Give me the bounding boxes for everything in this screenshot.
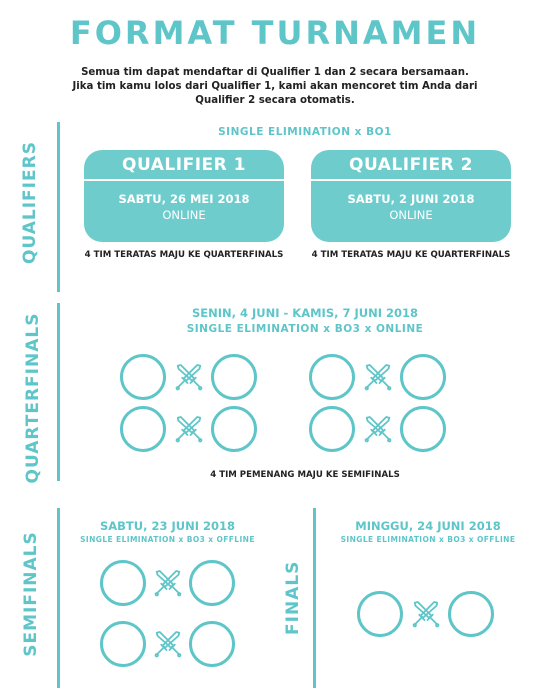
- intro-line-3: Qualifier 2 secara otomatis.: [195, 95, 355, 106]
- qf-match-1-team-slot-a: [120, 354, 166, 400]
- quarterfinals-format: SINGLE ELIMINATION x BO3 x ONLINE: [186, 323, 424, 335]
- qf-match-1-team-slot-b: [211, 354, 257, 400]
- finals-date: MINGGU, 24 JUNI 2018: [355, 519, 501, 533]
- quarterfinals-date: SENIN, 4 JUNI - KAMIS, 7 JUNI 2018: [191, 306, 419, 320]
- qualifiers-label: QUALIFIERS: [20, 141, 40, 264]
- page-title: FORMAT TURNAMEN: [69, 14, 481, 52]
- qf-match-3-team-slot-a: [309, 354, 355, 400]
- qf-match-3-team-slot-b: [400, 354, 446, 400]
- qualifiers-format: SINGLE ELIMINATION x BO1: [218, 126, 392, 138]
- final-match-team-slot-a: [357, 591, 403, 637]
- crossed-swords-icon: [174, 414, 204, 448]
- quarterfinals-label: QUARTERFINALS: [23, 312, 43, 484]
- crossed-swords-icon: [174, 362, 204, 396]
- qualifier-2-mode: ONLINE: [389, 208, 433, 222]
- semifinals-label: SEMIFINALS: [21, 531, 41, 657]
- intro-line-1: Semua tim dapat mendaftar di Qualifier 1 dan 2 secara bersamaan.: [81, 67, 469, 78]
- sf-match-1-team-slot-b: [189, 560, 235, 606]
- semifinals-format: SINGLE ELIMINATION x BO3 x OFFLINE: [80, 535, 255, 544]
- qualifier-1-mode: ONLINE: [162, 208, 206, 222]
- crossed-swords-icon: [363, 414, 393, 448]
- qualifier-1-date: SABTU, 26 MEI 2018: [118, 192, 250, 206]
- finals-divider: [313, 508, 316, 688]
- qualifier-1-card: [84, 150, 284, 242]
- sf-match-1-team-slot-a: [100, 560, 146, 606]
- qf-match-2-team-slot-a: [120, 406, 166, 452]
- qualifier-2-card: [311, 150, 511, 242]
- crossed-swords-icon: [363, 362, 393, 396]
- qualifier-1-note: 4 TIM TERATAS MAJU KE QUARTERFINALS: [84, 250, 284, 260]
- qualifiers-divider: [57, 122, 60, 292]
- qf-match-4-team-slot-a: [309, 406, 355, 452]
- qualifier-2-note: 4 TIM TERATAS MAJU KE QUARTERFINALS: [311, 250, 511, 260]
- qualifier-1-title: QUALIFIER 1: [122, 155, 246, 175]
- semifinals-date: SABTU, 23 JUNI 2018: [99, 519, 236, 533]
- sf-match-2-team-slot-a: [100, 621, 146, 667]
- final-match-team-slot-b: [448, 591, 494, 637]
- crossed-swords-icon: [411, 599, 441, 633]
- qf-match-2-team-slot-b: [211, 406, 257, 452]
- qf-match-4-team-slot-b: [400, 406, 446, 452]
- crossed-swords-icon: [153, 629, 183, 663]
- crossed-swords-icon: [153, 568, 183, 602]
- qualifier-1-divider: [84, 179, 284, 181]
- quarterfinals-note: 4 TIM PEMENANG MAJU KE SEMIFINALS: [210, 470, 400, 480]
- finals-label: FINALS: [283, 560, 303, 635]
- sf-match-2-team-slot-b: [189, 621, 235, 667]
- qualifier-2-title: QUALIFIER 2: [349, 155, 473, 175]
- finals-format: SINGLE ELIMINATION x BO3 x OFFLINE: [340, 535, 516, 544]
- intro-text: [60, 66, 490, 108]
- qualifier-2-date: SABTU, 2 JUNI 2018: [347, 192, 475, 206]
- qualifier-2-divider: [311, 179, 511, 181]
- intro-line-2: Jika tim kamu lolos dari Qualifier 1, kami akan mencoret tim Anda dari: [72, 81, 478, 92]
